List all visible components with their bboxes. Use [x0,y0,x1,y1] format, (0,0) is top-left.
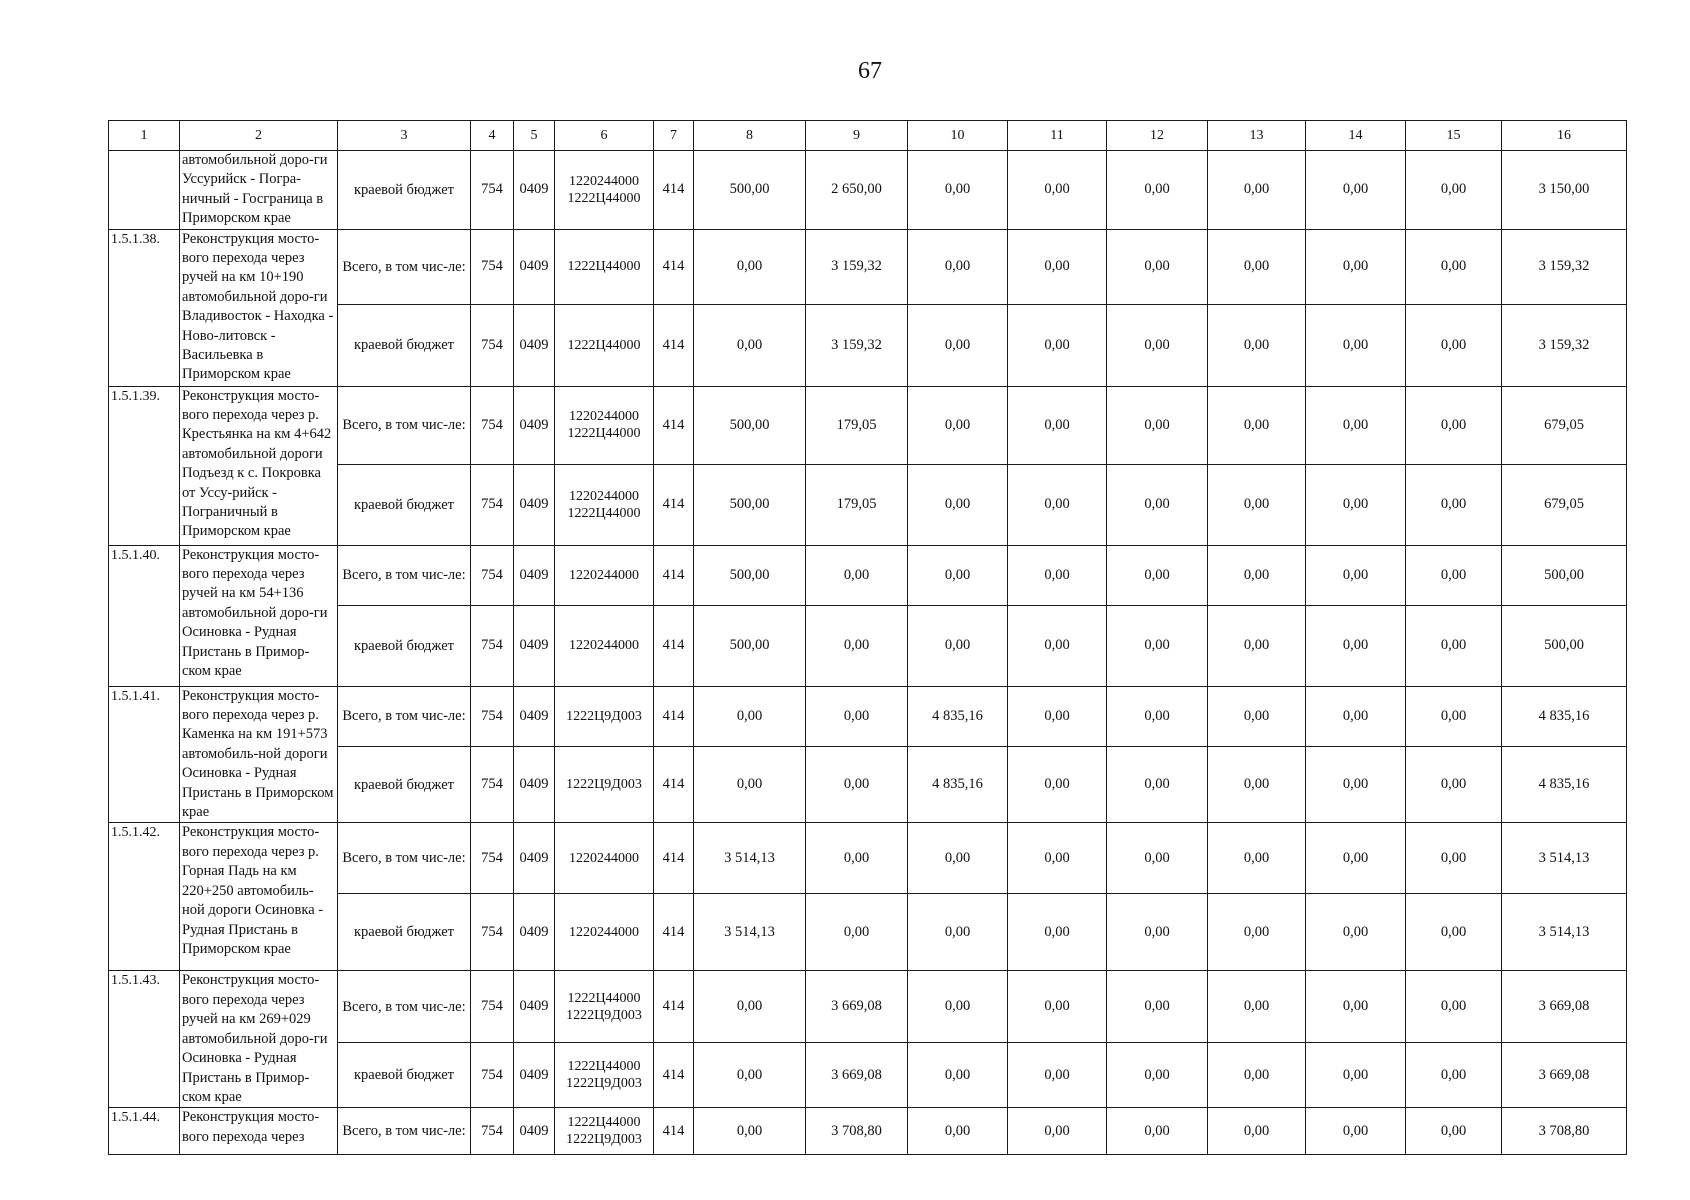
table-row [109,686,1627,747]
amount-cell: 0,00 [694,1042,806,1107]
funding-source: Всего, в том чис-ле: [338,386,471,464]
column-header: 5 [514,121,555,151]
grbs-code: 754 [471,1108,514,1155]
grbs-code: 754 [471,747,514,823]
table-row [109,229,1627,304]
item-number [109,151,180,230]
amount-cell: 0,00 [1208,686,1306,747]
expense-type-code: 414 [654,545,694,605]
amount-cell: 3 159,32 [1502,229,1627,304]
amount-cell: 0,00 [1107,894,1208,971]
target-article-code [555,229,654,304]
amount-cell: 0,00 [1208,229,1306,304]
expense-type-code: 414 [654,386,694,464]
funding-source: Всего, в том чис-ле: [338,686,471,747]
section-code: 0409 [514,464,555,545]
amount-cell: 0,00 [908,823,1008,894]
amount-cell: 0,00 [1008,464,1107,545]
item-name: Реконструкция мосто-вого перехода через ручей на км 10+190 автомобильной доро-ги Владивосток - Находка - Ново-литовск - Васильевка в Приморском крае [180,229,338,386]
expense-type-code: 414 [654,894,694,971]
column-header: 7 [654,121,694,151]
section-code: 0409 [514,304,555,386]
column-header: 12 [1107,121,1208,151]
grbs-code: 754 [471,894,514,971]
target-article-line: 1220244000 [569,850,639,866]
item-name: Реконструкция мосто-вого перехода через [180,1108,338,1155]
amount-cell: 0,00 [1406,545,1502,605]
column-header: 15 [1406,121,1502,151]
expense-type-code: 414 [654,464,694,545]
amount-cell: 0,00 [806,823,908,894]
funding-source: краевой бюджет [338,747,471,823]
amount-cell: 0,00 [1306,1108,1406,1155]
amount-cell: 0,00 [1208,894,1306,971]
target-article-line: 1222Ц44000 [567,426,641,442]
section-code: 0409 [514,605,555,686]
amount-cell: 0,00 [1208,823,1306,894]
amount-cell: 0,00 [1008,386,1107,464]
funding-source: Всего, в том чис-ле: [338,823,471,894]
amount-cell: 3 514,13 [1502,894,1627,971]
amount-cell: 500,00 [694,464,806,545]
target-article-line: 1222Ц9Д003 [566,1076,642,1092]
column-header: 16 [1502,121,1627,151]
amount-cell: 679,05 [1502,464,1627,545]
section-code: 0409 [514,545,555,605]
item-name: Реконструкция мосто-вого перехода через ручей на км 269+029 автомобильной доро-ги Осиновка - Рудная Пристань в Примор-ском крае [180,971,338,1108]
amount-cell: 0,00 [1008,605,1107,686]
item-name: Реконструкция мосто-вого перехода через р. Горная Падь на км 220+250 автомобиль-ной дороги Осиновка - Рудная Пристань в Приморском крае [180,823,338,971]
column-header: 13 [1208,121,1306,151]
column-header: 8 [694,121,806,151]
grbs-code: 754 [471,386,514,464]
amount-cell: 0,00 [806,686,908,747]
table-row [109,545,1627,605]
amount-cell: 500,00 [694,605,806,686]
amount-cell: 0,00 [1107,1042,1208,1107]
amount-cell: 0,00 [1406,823,1502,894]
amount-cell: 3 669,08 [806,971,908,1042]
amount-cell: 0,00 [1306,686,1406,747]
amount-cell: 0,00 [1107,386,1208,464]
amount-cell: 0,00 [1208,386,1306,464]
amount-cell: 4 835,16 [908,686,1008,747]
amount-cell: 0,00 [1008,823,1107,894]
amount-cell: 0,00 [1306,545,1406,605]
target-article-code [555,464,654,545]
amount-cell: 3 159,32 [806,304,908,386]
amount-cell: 0,00 [1406,304,1502,386]
page-number: 67 [858,58,882,84]
amount-cell: 0,00 [694,971,806,1042]
target-article-code [555,1108,654,1155]
amount-cell: 0,00 [908,605,1008,686]
amount-cell: 0,00 [1406,386,1502,464]
target-article-code [555,304,654,386]
amount-cell: 500,00 [1502,545,1627,605]
amount-cell: 3 514,13 [1502,823,1627,894]
column-header: 6 [555,121,654,151]
amount-cell: 2 650,00 [806,151,908,230]
amount-cell: 0,00 [1008,747,1107,823]
section-code: 0409 [514,823,555,894]
expense-type-code: 414 [654,229,694,304]
amount-cell: 0,00 [1306,894,1406,971]
target-article-code [555,605,654,686]
item-name: Реконструкция мосто-вого перехода через р. Крестьянка на км 4+642 автомобильной дороги Подъезд к с. Покровка от Уссу-рийск - Пограничный в Приморском крае [180,386,338,545]
target-article-line: 1222Ц9Д003 [566,1132,642,1148]
amount-cell: 0,00 [1306,823,1406,894]
budget-table [108,120,1627,1155]
amount-cell: 0,00 [1008,229,1107,304]
item-number: 1.5.1.39. [109,386,180,545]
amount-cell: 3 669,08 [1502,1042,1627,1107]
target-article-code [555,1042,654,1107]
amount-cell: 0,00 [908,151,1008,230]
amount-cell: 0,00 [1107,229,1208,304]
amount-cell: 0,00 [1208,1108,1306,1155]
amount-cell: 0,00 [1107,686,1208,747]
amount-cell: 0,00 [908,894,1008,971]
amount-cell: 3 514,13 [694,823,806,894]
item-name: Реконструкция мосто-вого перехода через ручей на км 54+136 автомобильной доро-ги Осиновка - Рудная Пристань в Примор-ском крае [180,545,338,686]
amount-cell: 0,00 [908,1042,1008,1107]
section-code: 0409 [514,686,555,747]
expense-type-code: 414 [654,304,694,386]
amount-cell: 0,00 [1306,605,1406,686]
amount-cell: 3 708,80 [1502,1108,1627,1155]
column-header: 1 [109,121,180,151]
target-article-code [555,894,654,971]
amount-cell: 0,00 [806,545,908,605]
column-header: 10 [908,121,1008,151]
funding-source: Всего, в том чис-ле: [338,229,471,304]
target-article-code [555,971,654,1042]
amount-cell: 0,00 [1406,229,1502,304]
table-row [109,971,1627,1042]
table-row [109,151,1627,230]
column-header: 3 [338,121,471,151]
item-number: 1.5.1.43. [109,971,180,1108]
target-article-line: 1220244000 [569,567,639,583]
grbs-code: 754 [471,823,514,894]
target-article-line: 1220244000 [569,409,639,425]
amount-cell: 3 514,13 [694,894,806,971]
expense-type-code: 414 [654,823,694,894]
column-header: 11 [1008,121,1107,151]
amount-cell: 0,00 [908,229,1008,304]
table-row [109,823,1627,894]
amount-cell: 0,00 [1406,151,1502,230]
grbs-code: 754 [471,686,514,747]
amount-cell: 0,00 [1008,971,1107,1042]
expense-type-code: 414 [654,747,694,823]
amount-cell: 0,00 [1107,151,1208,230]
column-header: 2 [180,121,338,151]
amount-cell: 0,00 [1107,823,1208,894]
amount-cell: 179,05 [806,464,908,545]
target-article-line: 1222Ц44000 [567,1059,641,1075]
amount-cell: 0,00 [1208,971,1306,1042]
grbs-code: 754 [471,229,514,304]
expense-type-code: 414 [654,971,694,1042]
table-body [109,121,1627,1155]
amount-cell: 3 159,32 [1502,304,1627,386]
funding-source: краевой бюджет [338,464,471,545]
amount-cell: 0,00 [1406,971,1502,1042]
amount-cell: 0,00 [1406,1042,1502,1107]
amount-cell: 0,00 [694,304,806,386]
amount-cell: 500,00 [1502,605,1627,686]
amount-cell: 0,00 [1406,894,1502,971]
amount-cell: 0,00 [1008,304,1107,386]
amount-cell: 0,00 [1306,386,1406,464]
amount-cell: 0,00 [1306,304,1406,386]
amount-cell: 4 835,16 [1502,747,1627,823]
section-code: 0409 [514,1042,555,1107]
expense-type-code: 414 [654,1108,694,1155]
item-number: 1.5.1.38. [109,229,180,386]
target-article-code [555,151,654,230]
grbs-code: 754 [471,605,514,686]
amount-cell: 0,00 [694,229,806,304]
amount-cell: 0,00 [1008,686,1107,747]
amount-cell: 0,00 [1107,605,1208,686]
amount-cell: 0,00 [694,1108,806,1155]
amount-cell: 0,00 [806,747,908,823]
section-code: 0409 [514,971,555,1042]
target-article-line: 1222Ц44000 [567,505,641,521]
amount-cell: 0,00 [908,971,1008,1042]
amount-cell: 0,00 [1406,686,1502,747]
amount-cell: 0,00 [1306,229,1406,304]
amount-cell: 0,00 [1208,747,1306,823]
amount-cell: 500,00 [694,545,806,605]
expense-type-code: 414 [654,605,694,686]
amount-cell: 3 669,08 [1502,971,1627,1042]
column-header: 9 [806,121,908,151]
amount-cell: 0,00 [1107,545,1208,605]
amount-cell: 0,00 [1208,1042,1306,1107]
target-article-line: 1222Ц9Д003 [566,708,642,724]
grbs-code: 754 [471,545,514,605]
amount-cell: 3 708,80 [806,1108,908,1155]
amount-cell: 0,00 [806,894,908,971]
target-article-line: 1220244000 [569,488,639,504]
amount-cell: 0,00 [1008,1108,1107,1155]
amount-cell: 0,00 [694,747,806,823]
target-article-line: 1220244000 [569,924,639,940]
amount-cell: 0,00 [1107,304,1208,386]
amount-cell: 3 159,32 [806,229,908,304]
column-header-row [109,121,1627,151]
amount-cell: 0,00 [1008,151,1107,230]
funding-source: краевой бюджет [338,151,471,230]
amount-cell: 0,00 [1306,1042,1406,1107]
funding-source: краевой бюджет [338,605,471,686]
item-number: 1.5.1.40. [109,545,180,686]
grbs-code: 754 [471,304,514,386]
target-article-line: 1222Ц9Д003 [566,1007,642,1023]
expense-type-code: 414 [654,1042,694,1107]
amount-cell: 0,00 [1208,151,1306,230]
target-article-code [555,545,654,605]
amount-cell: 0,00 [1208,304,1306,386]
funding-source: Всего, в том чис-ле: [338,545,471,605]
item-number: 1.5.1.44. [109,1108,180,1155]
table-row [109,1108,1627,1155]
amount-cell: 0,00 [1008,545,1107,605]
amount-cell: 0,00 [806,605,908,686]
amount-cell: 0,00 [1008,894,1107,971]
section-code: 0409 [514,151,555,230]
amount-cell: 0,00 [908,464,1008,545]
target-article-code [555,747,654,823]
amount-cell: 0,00 [1406,747,1502,823]
grbs-code: 754 [471,1042,514,1107]
section-code: 0409 [514,747,555,823]
target-article-line: 1222Ц44000 [567,1115,641,1131]
amount-cell: 0,00 [1107,1108,1208,1155]
funding-source: Всего, в том чис-ле: [338,971,471,1042]
amount-cell: 0,00 [1107,464,1208,545]
amount-cell: 0,00 [908,545,1008,605]
column-header: 14 [1306,121,1406,151]
amount-cell: 0,00 [1107,971,1208,1042]
amount-cell: 0,00 [1406,1108,1502,1155]
amount-cell: 0,00 [1208,605,1306,686]
amount-cell: 0,00 [1306,151,1406,230]
amount-cell: 3 669,08 [806,1042,908,1107]
section-code: 0409 [514,894,555,971]
target-article-line: 1220244000 [569,638,639,654]
amount-cell: 0,00 [908,1108,1008,1155]
grbs-code: 754 [471,464,514,545]
funding-source: краевой бюджет [338,1042,471,1107]
target-article-code [555,386,654,464]
amount-cell: 3 150,00 [1502,151,1627,230]
target-article-line: 1222Ц44000 [567,337,641,353]
expense-type-code: 414 [654,686,694,747]
target-article-line: 1222Ц9Д003 [566,777,642,793]
amount-cell: 0,00 [1406,605,1502,686]
amount-cell: 0,00 [1107,747,1208,823]
amount-cell: 0,00 [1208,464,1306,545]
target-article-code [555,823,654,894]
amount-cell: 4 835,16 [1502,686,1627,747]
amount-cell: 0,00 [694,686,806,747]
amount-cell: 0,00 [1306,747,1406,823]
amount-cell: 500,00 [694,386,806,464]
section-code: 0409 [514,229,555,304]
amount-cell: 500,00 [694,151,806,230]
amount-cell: 0,00 [1208,545,1306,605]
section-code: 0409 [514,386,555,464]
amount-cell: 0,00 [1008,1042,1107,1107]
target-article-line: 1222Ц44000 [567,190,641,206]
funding-source: краевой бюджет [338,304,471,386]
amount-cell: 0,00 [908,304,1008,386]
amount-cell: 0,00 [1306,464,1406,545]
funding-source: краевой бюджет [338,894,471,971]
target-article-line: 1222Ц44000 [567,259,641,275]
target-article-line: 1220244000 [569,173,639,189]
amount-cell: 0,00 [1406,464,1502,545]
table-row [109,386,1627,464]
target-article-code [555,686,654,747]
grbs-code: 754 [471,151,514,230]
grbs-code: 754 [471,971,514,1042]
expense-type-code: 414 [654,151,694,230]
item-name: Реконструкция мосто-вого перехода через р. Каменка на км 191+573 автомобиль-ной дороги Осиновка - Рудная Пристань в Приморском крае [180,686,338,823]
amount-cell: 0,00 [1306,971,1406,1042]
item-number: 1.5.1.42. [109,823,180,971]
amount-cell: 0,00 [908,386,1008,464]
amount-cell: 179,05 [806,386,908,464]
amount-cell: 4 835,16 [908,747,1008,823]
funding-source: Всего, в том чис-ле: [338,1108,471,1155]
item-number: 1.5.1.41. [109,686,180,823]
column-header: 4 [471,121,514,151]
target-article-line: 1222Ц44000 [567,990,641,1006]
item-name: автомобильной доро-ги Уссурийск - Погра-ничный - Госграница в Приморском крае [180,151,338,230]
amount-cell: 679,05 [1502,386,1627,464]
section-code: 0409 [514,1108,555,1155]
